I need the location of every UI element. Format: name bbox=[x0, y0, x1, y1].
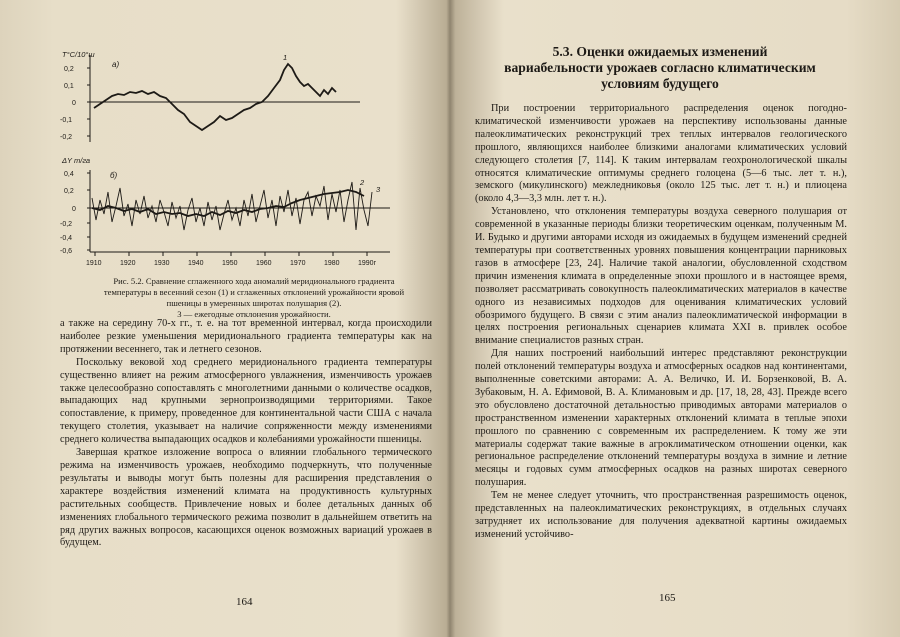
x-tick-2: 1930 bbox=[154, 260, 170, 267]
y-tick-b-2: 0 bbox=[72, 206, 76, 213]
paragraph: Для наших построений наибольший интерес представляют реконструкции полей отклонений температуры воздуха и атмосферных осадков над континентами, выполненные советскими авторами: А. А. Величко, И. И. Борзенковой, В. А. Зубаковым, Н. А. Ефимовой, В. А. Климановым и др. [17, 18, 28, 43]. Прежде всего это обусловлено достаточной детальностью приводимых авторами материалов о пространственном изменении характерных отклонений климата в теплые эпохи прошлого по сравнению с современным их распределением. К тому же эти материалы содержат такие важные в агроклиматическом отношении оценки, как региональное распределение отклонений температуры воздуха в зимние и летние месяцы и годовых сумм атмосферных осадков на разных широтах северного полушария. bbox=[475, 348, 847, 489]
caption-line: Рис. 5.2. Сравнение сглаженного хода аномалий меридионального градиента bbox=[113, 276, 395, 286]
left-body-text bbox=[60, 318, 432, 550]
panel-a bbox=[60, 50, 360, 142]
x-tick-7: 1980 bbox=[324, 260, 340, 267]
panel-a-label: а) bbox=[112, 60, 120, 69]
curve-label-2: 2 bbox=[360, 178, 365, 187]
x-tick-4: 1950 bbox=[222, 260, 238, 267]
right-body-text bbox=[475, 103, 847, 542]
caption-line: 3 — ежегодные отклонения урожайности. bbox=[177, 309, 331, 319]
y-label-a: T°C/10°ш bbox=[62, 50, 95, 59]
y-tick-a-2: 0 bbox=[72, 100, 76, 107]
y-tick-b-1: 0,2 bbox=[64, 188, 74, 195]
right-page bbox=[450, 0, 900, 637]
x-tick-8: 1990г bbox=[358, 260, 377, 267]
curve-2 bbox=[92, 190, 364, 216]
y-tick-a-4: -0,2 bbox=[60, 134, 73, 141]
caption-line: температуры в весенний сезон (1) и сглаженных отклонений урожайности яровой bbox=[103, 287, 405, 297]
y-tick-b-3: -0,2 bbox=[60, 221, 73, 228]
y-label-b: ΔY т/га bbox=[62, 156, 91, 165]
y-tick-b-4: -0,4 bbox=[60, 235, 73, 242]
paragraph: Установлено, что отклонения температуры воздуха северного полушария от современной в указанные периоды близки теоретическим оценкам, полученным М. И. Будыко и другими авторами исходя из ожидаемых в будущем изменений средней температуры при соответственных уровнях повышения концентрации парниковых газов в атмосфере [23, 24]. Наличие такой аналогии, обусловленной сходством причин изменения климата в определенные эпохи прошлого и в настоящее время, позволяет рассматривать совокупность палеоклиматических материалов в качестве одного из независимых подходов для оценивания климатических условий обозримого будущего. В связи с этим анализ палеоклиматической информации в целях построения региональных сценариев климата XXI в. привлек особое внимание специалистов разных стран. bbox=[475, 206, 847, 347]
section-heading bbox=[486, 44, 834, 92]
page-number-right: 165 bbox=[659, 592, 676, 604]
figure-5-2 bbox=[60, 30, 420, 310]
x-tick-1: 1920 bbox=[120, 260, 136, 267]
x-tick-0: 1910 bbox=[86, 260, 102, 267]
paragraph: Поскольку вековой ход среднего меридионального градиента температуры существенно влияет на режим атмосферного увлажнения, изменчивость урожаев также целесообразно сопоставлять с многолетними данными о количестве осадков, выпадающих над крупными зернопроизводящими территориями. Такое сопоставление, к примеру, проведенное для континентальной части США с начала текущего столетия, указывает на наличие сопряженности между изменениями среднего количества выпадающих осадков и колебаниями урожайности пшеницы. bbox=[60, 356, 432, 446]
y-tick-a-1: 0,1 bbox=[64, 83, 74, 90]
curve-label-1: 1 bbox=[283, 53, 288, 62]
paragraph: Завершая краткое изложение вопроса о влиянии глобального термического режима на изменчивость урожаев, необходимо подчеркнуть, что полученные результаты и выводы могут быть полезны для расширения представления о характере воздействия изменений климата на продуктивность культурных растительных сообществ. Привлечение новых и более детальных данных об изменениях глобального термического режима позволит в дальнейшем ответить на ряд других важных вопросов, касающихся оценок возможных вариаций урожаев в будущем. bbox=[60, 447, 432, 549]
x-tick-5: 1960 bbox=[256, 260, 272, 267]
paragraph: Тем не менее следует уточнить, что пространственная разрешимость оценок, представленных на палеоклиматических реконструкциях, в отдельных случаях затрудняет их использование для получения адекватной картины ожидаемых изменений устойчиво- bbox=[475, 490, 847, 540]
panel-b-label: б) bbox=[110, 171, 118, 180]
y-tick-b-0: 0,4 bbox=[64, 171, 74, 178]
curve-label-3: 3 bbox=[376, 185, 381, 194]
y-tick-b-5: -0,6 bbox=[60, 248, 73, 255]
figure-caption bbox=[86, 276, 422, 320]
curve-3 bbox=[92, 182, 372, 230]
x-tick-6: 1970 bbox=[290, 260, 306, 267]
x-tick-3: 1940 bbox=[188, 260, 204, 267]
heading-line: условиям будущего bbox=[601, 76, 719, 91]
paragraph: а также на середину 70-х гг., т. е. на тот временной интервал, когда происходили наиболее резкие уменьшения меридионального градиента температуры как на протяжении весеннего, так и летнего сезонов. bbox=[60, 318, 432, 355]
heading-line: 5.3. Оценки ожидаемых изменений bbox=[552, 44, 768, 59]
y-tick-a-0: 0,2 bbox=[64, 66, 74, 73]
page-number-left: 164 bbox=[236, 596, 253, 608]
caption-line: пшеницы в умеренных широтах полушария (2). bbox=[166, 298, 342, 308]
paragraph: При построении территориального распределения оценок погодно-климатической изменчивости урожаев на перспективу использованы данные палеоклиматических реконструкций трех теплых интервалов геологического прошлого, являющихся наиболее близкими аналогами климатических условий следующего столетия [7, 114]. К таким интервалам геохронологической шкалы относятся климатические оптимумы среднего голоцена (5—6 тыс. лет т. н.), земского (микулинского) межледниковья (около 125 тыс. лет т. н.) и плиоцена (около 4,3—3,3 млн. лет т. н.). bbox=[475, 103, 847, 205]
panel-b bbox=[60, 156, 390, 267]
heading-line: вариабельности урожаев согласно климатическим bbox=[504, 60, 816, 75]
y-tick-a-3: -0,1 bbox=[60, 117, 73, 124]
curve-1 bbox=[94, 64, 336, 130]
